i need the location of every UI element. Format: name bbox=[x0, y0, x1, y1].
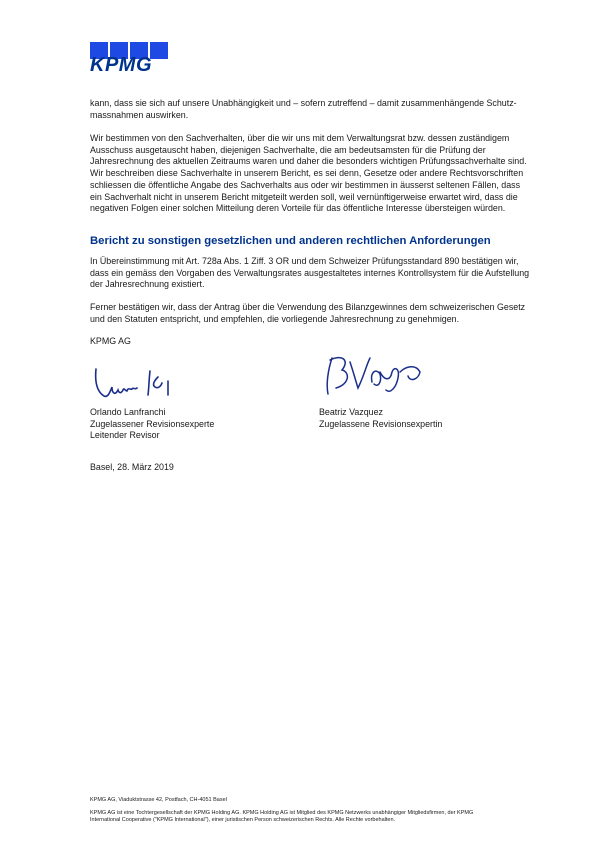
signer-title: Zugelassener Revisionsexperte bbox=[90, 418, 215, 429]
signature-vazquez bbox=[320, 352, 430, 402]
signer-block bbox=[90, 407, 214, 442]
place-date: Basel, 28. März 2019 bbox=[90, 462, 174, 472]
footer-legal-line: International Cooperative ("KPMG International"), einer juristischen Person schweizerischen Rechts. Alle Rechte vorbehalten. bbox=[90, 817, 396, 824]
signer-block bbox=[319, 407, 442, 430]
body-paragraph: Wir bestimmen von den Sachverhalten, über die wir uns mit dem Verwaltungsrat bzw. dessen zuständigem Ausschuss ausgetauscht haben, diejenigen Sachverhalte, die am bedeutsamsten für die Prüfung der Jahresrechnung des aktuellen Zeitraums waren und daher die besonders wichtigen Prüfungssachverhalte sind. Wir beschreiben diese Sachverhalte in unserem Bericht, es sei denn, Gesetze oder andere Rechtsvorschriften schliessen die öffentliche Angabe des Sachverhalts aus oder wir bestimmen in äusserst seltenen Fällen, dass ein Sachverhalt nicht in unserem Bericht mitgeteilt werden soll, weil vernünftigerweise erwartet wird, dass die negativen Folgen einer solchen Mitteilung deren Vorteile für das öffentliche Interesse übersteigen würden. bbox=[90, 133, 527, 214]
footer-legal-line: KPMG AG ist eine Tochtergesellschaft der KPMG Holding AG. KPMG Holding AG ist Mitglied des KPMG Netzwerks unabhängiger Mitgliedsfirmen, der KPMG bbox=[90, 810, 474, 816]
footer-legal bbox=[90, 810, 550, 824]
body-paragraph: Ferner bestätigen wir, dass der Antrag über die Verwendung des Bilanzgewinnes dem schweizerischen Gesetz und den Statuten entspricht, und empfehlen, die vorliegende Jahresrechnung zu genehmigen. bbox=[90, 302, 526, 324]
signer-role: Leitender Revisor bbox=[90, 430, 160, 441]
company-name: KPMG AG bbox=[90, 336, 131, 346]
signer-title: Zugelassene Revisionsexpertin bbox=[319, 418, 443, 429]
footer-address: KPMG AG, Viaduktstrasse 42, Postfach, CH-4051 Basel bbox=[90, 797, 227, 803]
signer-name: Orlando Lanfranchi bbox=[90, 407, 166, 417]
section-heading: Bericht zu sonstigen gesetzlichen und anderen rechtlichen Anforderungen bbox=[90, 235, 491, 247]
body-paragraph: kann, dass sie sich auf unsere Unabhängigkeit und – sofern zutreffend – damit zusammenhängende Schutz-massnahmen auswirken. bbox=[90, 98, 517, 120]
logo-box bbox=[150, 42, 168, 59]
signer-name: Beatriz Vazquez bbox=[319, 407, 383, 417]
body-paragraph: In Übereinstimmung mit Art. 728a Abs. 1 Ziff. 3 OR und dem Schweizer Prüfungsstandard 890 bestätigen wir, dass ein gemäss den Vorgaben des Verwaltungsrates ausgestaltetes internes Kontrollsystem für die Aufstellung der Jahresrechnung existiert. bbox=[90, 256, 530, 290]
signature-lanfranchi bbox=[92, 365, 192, 405]
logo-text: KPMG bbox=[90, 54, 152, 76]
kpmg-logo bbox=[88, 42, 170, 75]
